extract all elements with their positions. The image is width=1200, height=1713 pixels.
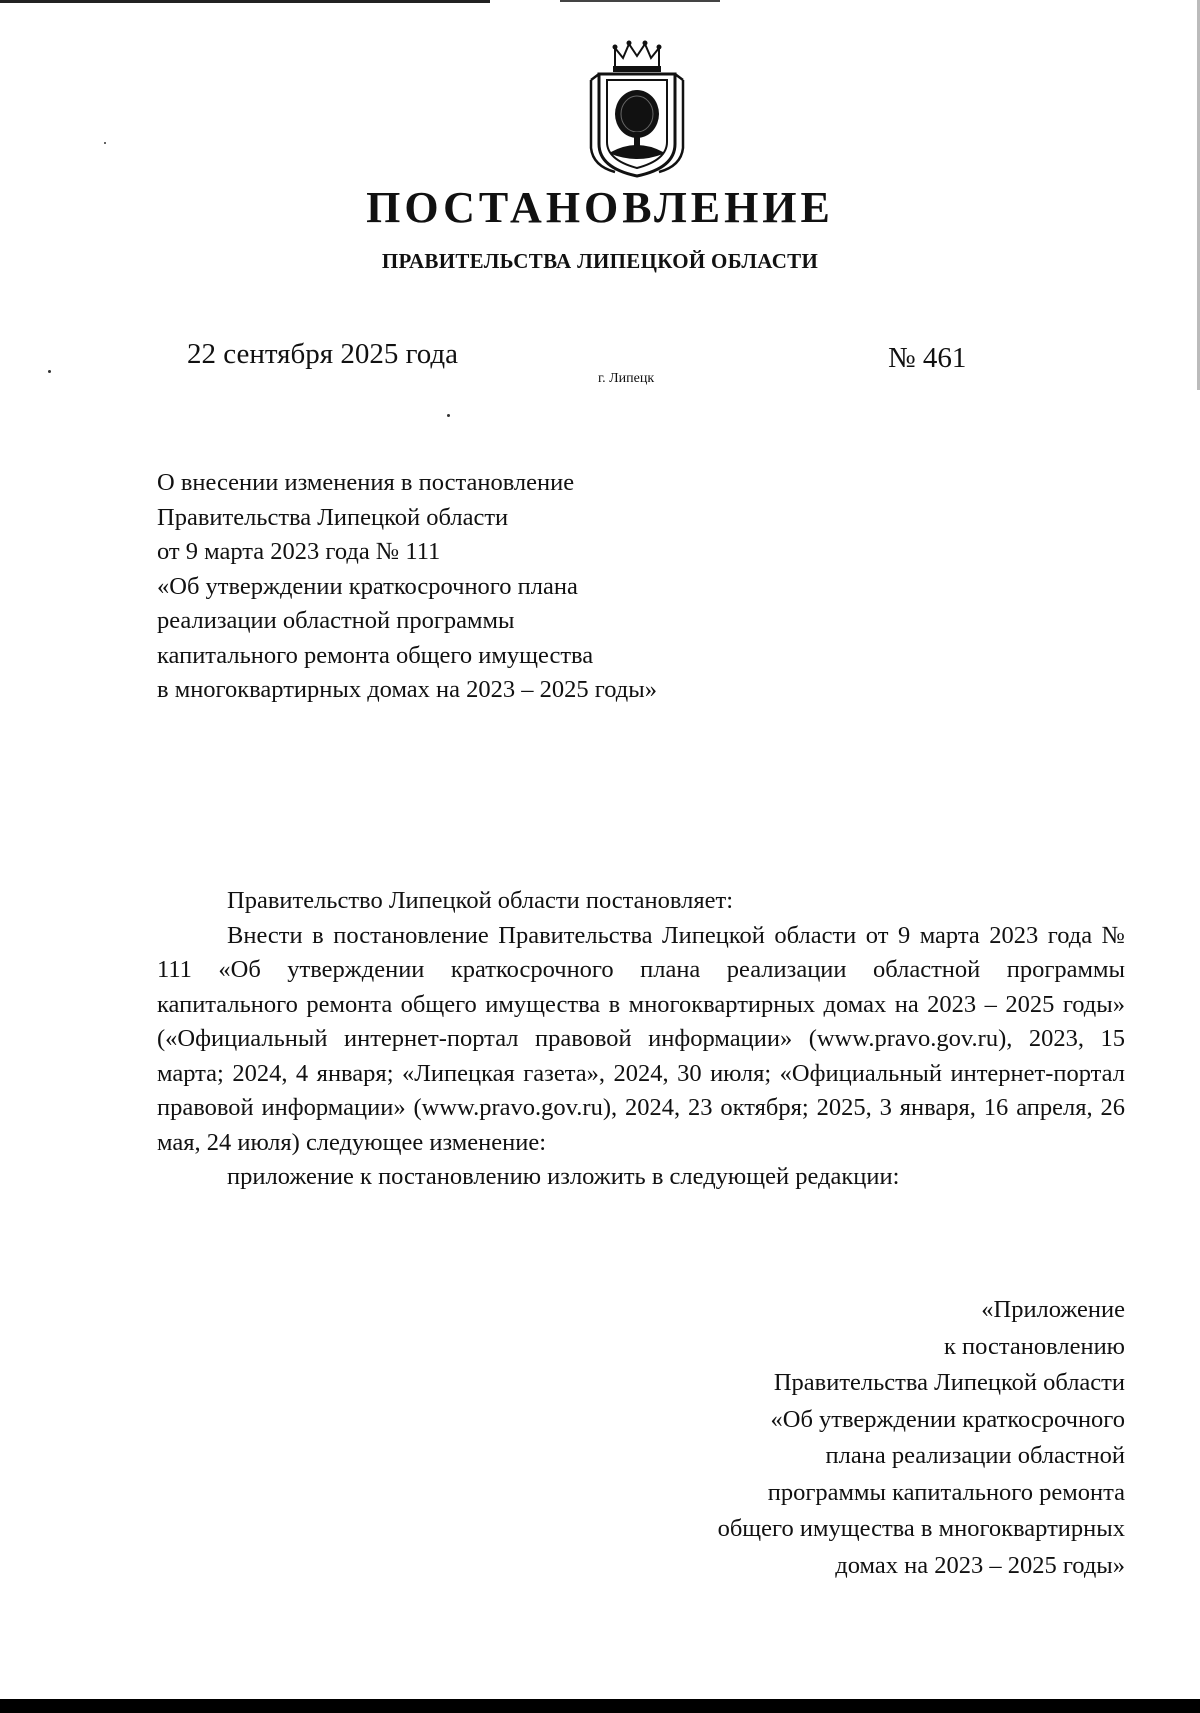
heading-line: «Об утверждении краткосрочного плана xyxy=(157,572,578,600)
appendix-line: Правительства Липецкой области xyxy=(773,1369,1125,1396)
body-instruction: приложение к постановлению изложить в следующей редакции: xyxy=(227,1163,900,1190)
appendix-line: программы капитального ремонта xyxy=(767,1478,1125,1506)
appendix-line: домах на 2023 – 2025 годы» xyxy=(835,1551,1125,1579)
body-intro: Правительство Липецкой области постановляет: xyxy=(227,887,734,914)
document-body xyxy=(157,884,1125,1195)
heading-line: Правительства Липецкой области xyxy=(157,503,509,531)
scan-edge-top-right xyxy=(560,0,720,2)
scan-edge-top xyxy=(0,0,490,3)
appendix-line: общего имущества в многоквартирных xyxy=(717,1515,1125,1542)
document-city: г. Липецк xyxy=(598,371,655,386)
coat-of-arms-icon xyxy=(585,40,690,178)
document-title: ПОСТАНОВЛЕНИЕ xyxy=(366,183,834,232)
appendix-line: «Приложение xyxy=(981,1296,1125,1323)
appendix-line: «Об утверждении краткосрочного xyxy=(770,1405,1125,1433)
document-heading xyxy=(157,466,657,708)
document-subtitle: ПРАВИТЕЛЬСТВА ЛИПЕЦКОЙ ОБЛАСТИ xyxy=(381,249,819,273)
heading-line: реализации областной программы xyxy=(157,607,515,634)
appendix-line: к постановлению xyxy=(944,1332,1125,1360)
heading-line: в многоквартирных домах на 2023 – 2025 годы» xyxy=(157,676,657,703)
scan-speck xyxy=(48,370,51,373)
heading-line: О внесении изменения в постановление xyxy=(157,469,575,496)
document-number: № 461 xyxy=(888,342,967,374)
heading-line: от 9 марта 2023 года № 111 xyxy=(157,538,441,565)
heading-line: капитального ремонта общего имущества xyxy=(157,641,594,669)
scan-edge-bottom xyxy=(0,1699,1200,1713)
appendix-reference xyxy=(718,1292,1125,1584)
appendix-line: плана реализации областной xyxy=(825,1442,1125,1469)
body-main-paragraph: Внести в постановление Правительства Липецкой области от 9 марта 2023 года № 111 «Об утверждении краткосрочного плана реализации областной программы капитального ремонта общего имущества в многоквартирных домах на 2023 – 2025 годы» («Официальный интернет-портал правовой информации» (www.pravo.gov.ru), 2023, 15 марта; 2024, 4 января; «Липецкая газета», 2024, 30 июля; «Официальный интернет-портал правовой информации» (www.pravo.gov.ru), 2024, 23 октября; 2025, 3 января, 16 апреля, 26 мая, 24 июля) следующее изменение: xyxy=(157,921,1125,1156)
scan-speck xyxy=(104,142,106,144)
document-date: 22 сентября 2025 года xyxy=(187,338,459,370)
scan-speck xyxy=(447,414,450,417)
